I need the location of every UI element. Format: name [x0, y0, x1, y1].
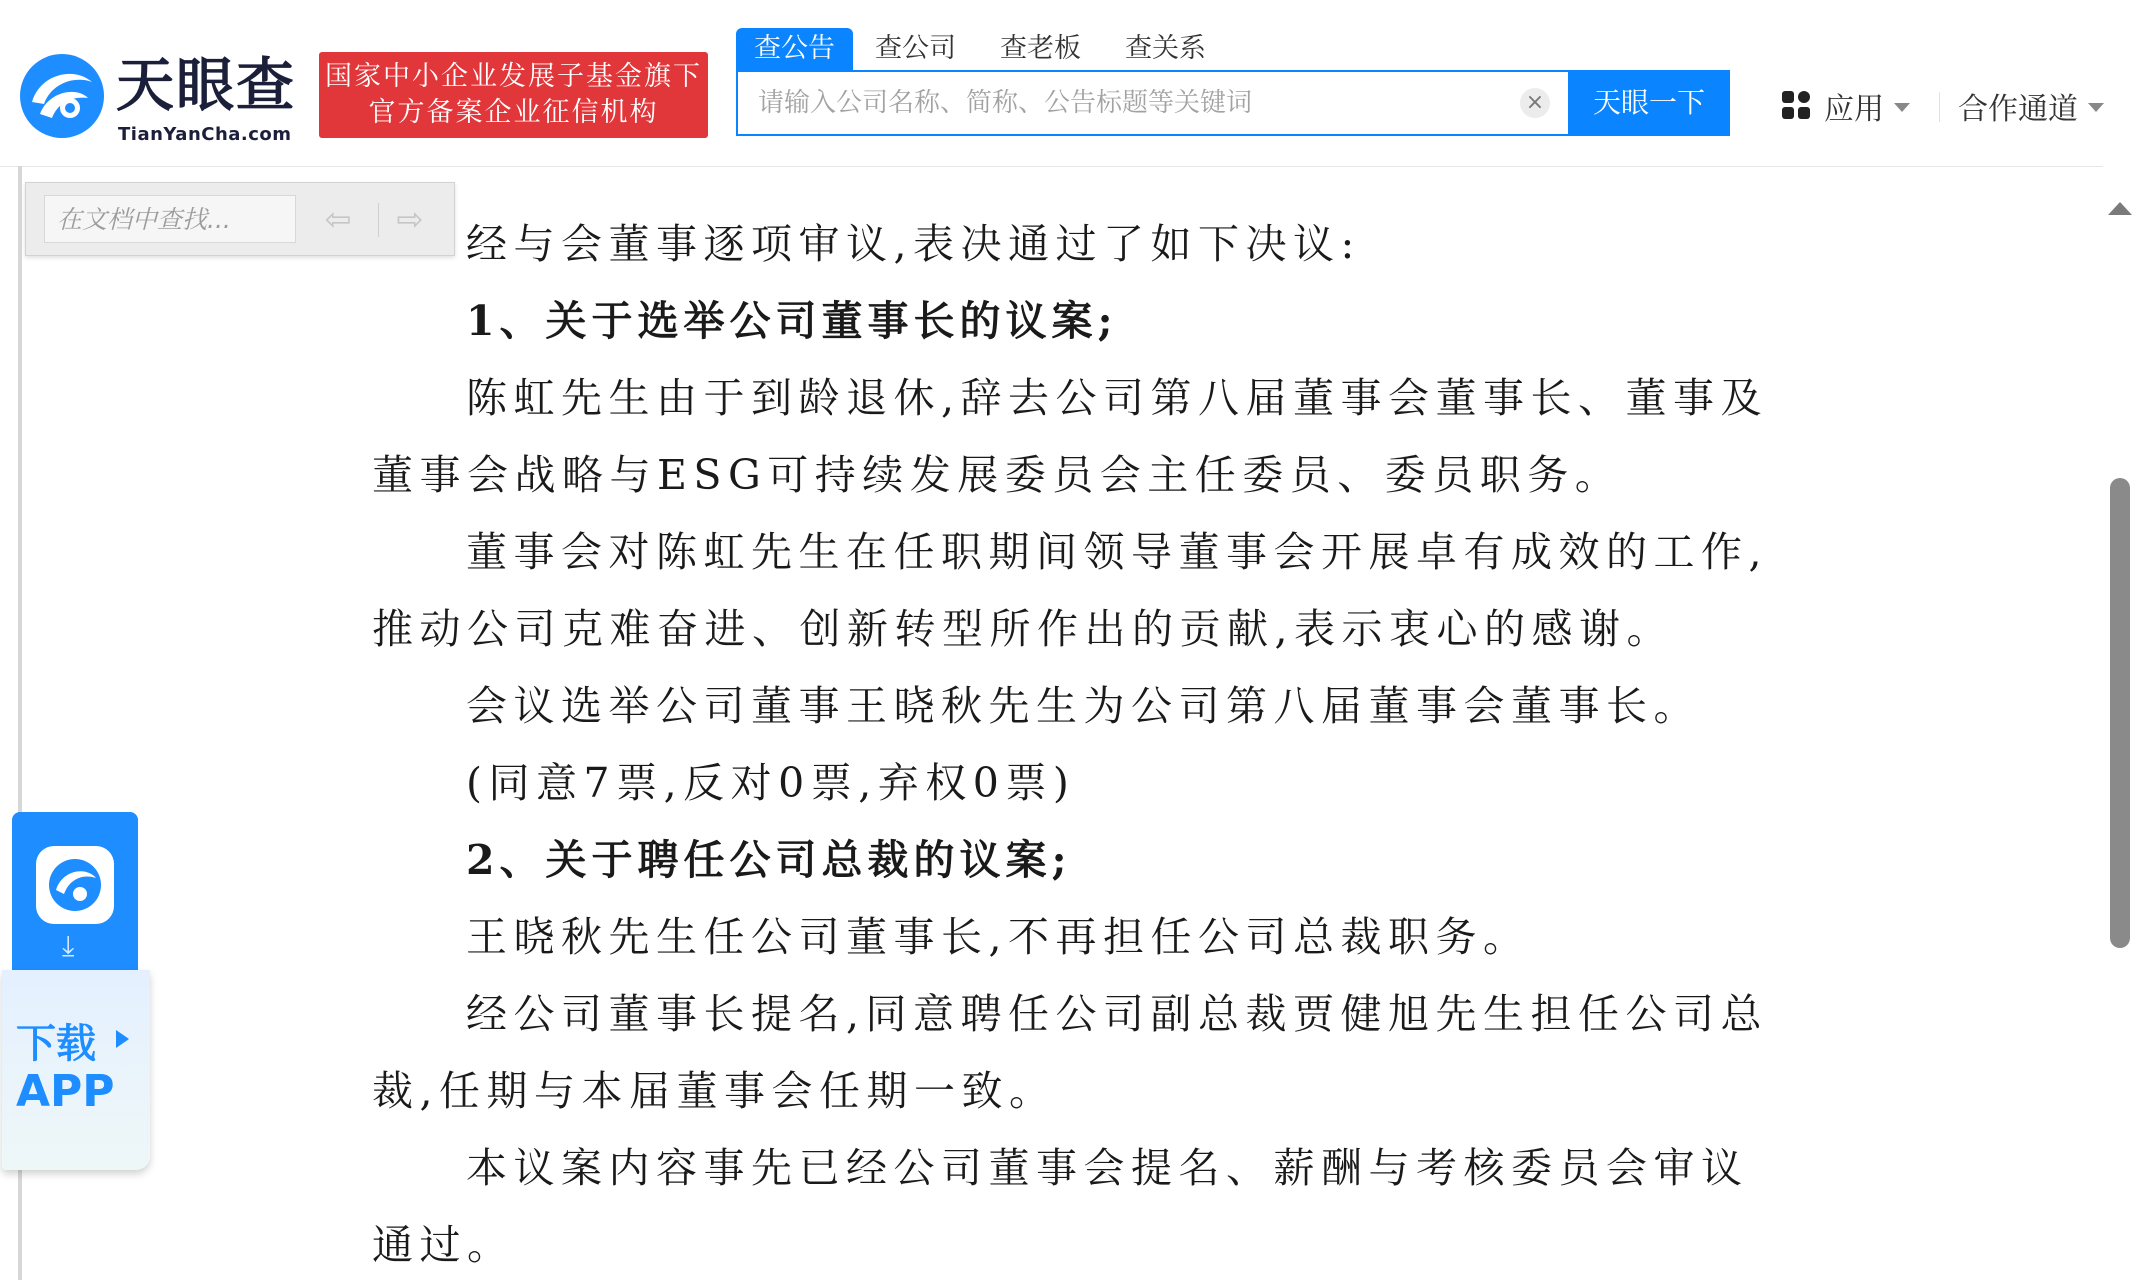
doc-paragraph: 陈虹先生由于到龄退休,辞去公司第八届董事会董事长、董事及董事会战略与ESG可持续发展委员会主任委员、委员职务。	[372, 374, 1769, 499]
doc-paragraph: 经与会董事逐项审议,表决通过了如下决议:	[466, 220, 1361, 268]
grid-icon	[1782, 91, 1812, 121]
tab-bosses[interactable]: 查老板	[1000, 33, 1081, 64]
doc-heading: 1、关于选举公司董事长的议案;	[466, 297, 1118, 345]
chevron-down-icon	[2088, 103, 2104, 112]
search-button[interactable]: 天眼一下	[1568, 70, 1730, 136]
arrow-left-icon[interactable]: ⇦	[324, 200, 352, 238]
tab-announcements[interactable]: 查公告	[736, 28, 853, 70]
partner-menu[interactable]	[1958, 86, 2104, 126]
doc-paragraph: 董事会对陈虹先生在任职期间领导董事会开展卓有成效的工作,推动公司克难奋进、创新转型所作出的贡献,表示衷心的感谢。	[372, 528, 1769, 653]
brand-name: 天眼查	[116, 51, 297, 119]
tab-relations[interactable]: 查关系	[1125, 33, 1206, 64]
find-input[interactable]	[44, 195, 296, 243]
download-label: 下载	[16, 1021, 96, 1067]
doc-paragraph: 本议案内容事先已经公司董事会提名、薪酬与考核委员会审议通过。	[372, 1144, 1749, 1269]
doc-paragraph: 经公司董事长提名,同意聘任公司副总裁贾健旭先生担任公司总裁,任期与本届董事会任期一致。	[372, 990, 1769, 1115]
badge-line-1: 国家中小企业发展子基金旗下	[325, 61, 702, 92]
download-app-label-box	[2, 970, 150, 1170]
partner-label: 合作通道	[1958, 92, 2078, 127]
apps-menu[interactable]	[1782, 86, 1910, 126]
certification-badge	[319, 52, 708, 138]
play-arrow-icon	[116, 1030, 129, 1048]
top-header	[0, 0, 2148, 167]
arrow-right-icon[interactable]: ⇨	[396, 200, 424, 238]
download-app-top	[12, 812, 138, 982]
doc-heading: 2、关于聘任公司总裁的议案;	[466, 836, 1072, 884]
eye-logo-icon	[18, 52, 106, 140]
doc-paragraph: 王晓秋先生任公司董事长,不再担任公司总裁职务。	[466, 913, 1531, 961]
apps-label: 应用	[1824, 92, 1884, 127]
doc-paragraph: 会议选举公司董事王晓秋先生为公司第八届董事会董事长。	[466, 682, 1701, 730]
clear-icon[interactable]: ×	[1520, 88, 1550, 118]
scrollbar-thumb[interactable]	[2110, 478, 2130, 948]
app-label: APP	[16, 1066, 115, 1117]
doc-vote-result: (同意7票,反对0票,弃权0票)	[466, 759, 1076, 807]
tianyancha-logo[interactable]	[18, 48, 313, 148]
announcement-document	[372, 206, 1772, 1284]
app-logo-icon	[36, 846, 114, 924]
search-box	[736, 70, 1730, 136]
download-app-widget[interactable]	[0, 810, 160, 1170]
nav-divider	[1939, 92, 1940, 122]
scroll-up-arrow-icon[interactable]	[2108, 202, 2132, 215]
brand-domain: TianYanCha.com	[118, 124, 292, 145]
search-input[interactable]	[738, 72, 1520, 134]
badge-line-2: 官方备案企业征信机构	[368, 97, 659, 128]
chevron-down-icon	[1894, 103, 1910, 112]
search-type-tabs	[736, 28, 1232, 70]
tab-companies[interactable]: 查公司	[875, 33, 956, 64]
download-arrow-icon: ⤓	[62, 929, 75, 962]
